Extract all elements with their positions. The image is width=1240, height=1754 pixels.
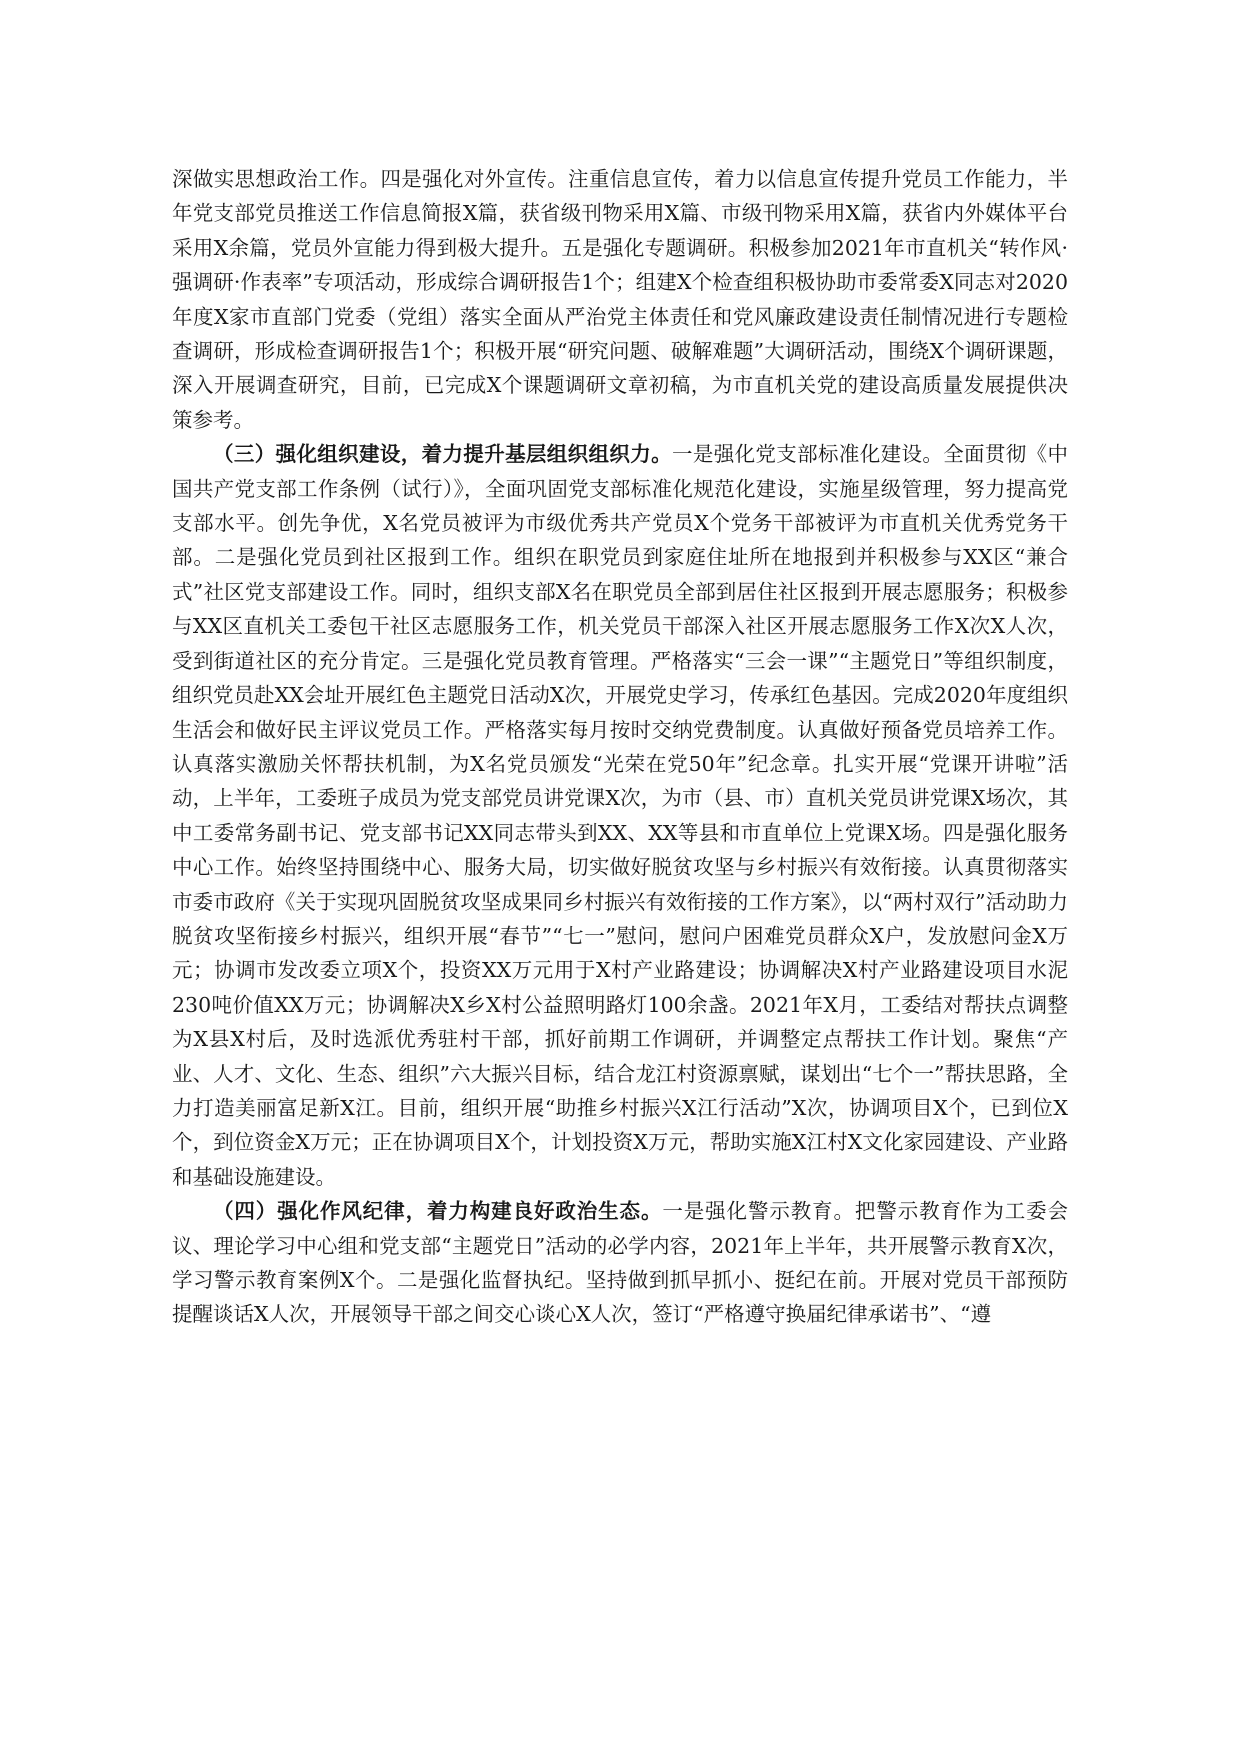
document-page bbox=[172, 162, 1068, 1332]
paragraph-text: 一是强化党支部标准化建设。全面贯彻《中国共产党支部工作条例（试行）》，全面巩固党支部标准化规范化建设，实施星级管理，努力提高党支部水平。创先争优，X名党员被评为市级优秀共产党员X个党务干部被评为市直机关优秀党务干部。二是强化党员到社区报到工作。组织在职党员到家庭住址所在地报到并积极参与XX区“兼合式”社区党支部建设工作。同时，组织支部X名在职党员全部到居住社区报到开展志愿服务；积极参与XX区直机关工委包干社区志愿服务工作，机关党员干部深入社区开展志愿服务工作X次X人次，受到街道社区的充分肯定。三是强化党员教育管理。严格落实“三会一课”“主题党日”等组织制度，组织党员赴XX会址开展红色主题党日活动X次，开展党史学习，传承红色基因。完成2020年度组织生活会和做好民主评议党员工作。严格落实每月按时交纳党费制度。认真做好预备党员培养工作。认真落实激励关怀帮扶机制，为X名党员颁发“光荣在党50年”纪念章。扎实开展“党课开讲啦”活动，上半年，工委班子成员为党支部党员讲党课X次，为市（县、市）直机关党员讲党课X场次，其中工委常务副书记、党支部书记XX同志带头到XX、XX等县和市直单位上党课X场。四是强化服务中心工作。始终坚持围绕中心、服务大局，切实做好脱贫攻坚与乡村振兴有效衔接。认真贯彻落实市委市政府《关于实现巩固脱贫攻坚成果同乡村振兴有效衔接的工作方案》，以“两村双行”活动助力脱贫攻坚衔接乡村振兴，组织开展“春节”“七一”慰问，慰问户困难党员群众X户，发放慰问金X万元；协调市发改委立项X个，投资XX万元用于X村产业路建设；协调解决X村产业路建设项目水泥230吨价值XX万元；协调解决X乡X村公益照明路灯100余盏。2021年X月，工委结对帮扶点调整为X县X村后，及时选派优秀驻村干部，抓好前期工作调研，并调整定点帮扶工作计划。聚焦“产业、人才、文化、生态、组织”六大振兴目标，结合龙江村资源禀赋，谋划出“七个一”帮扶思路，全力打造美丽富足新X江。目前，组织开展“助推乡村振兴X江行活动”X次，协调项目X个，已到位X个，到位资金X万元；正在协调项目X个，计划投资X万元，帮助实施X江村X文化家园建设、产业路和基础设施建设。 bbox=[172, 442, 1069, 1189]
paragraph-section-3 bbox=[172, 437, 1068, 1194]
paragraph-text: 一是强化警示教育。把警示教育作为工委会议、理论学习中心组和党支部“主题党日”活动的必学内容，2021年上半年，共开展警示教育X次，学习警示教育案例X个。二是强化监督执纪。坚持做到抓早抓小、挺纪在前。开展对党员干部预防提醒谈话X人次，开展领导干部之间交心谈心X人次，签订“严格遵守换届纪律承诺书”、“遵 bbox=[172, 1199, 1069, 1327]
section-heading-3: （三）强化组织建设，着力提升基层组织组织力。 bbox=[213, 442, 672, 467]
section-heading-4: （四）强化作风纪律，着力构建良好政治生态。 bbox=[213, 1199, 663, 1224]
paragraph-continued bbox=[172, 162, 1068, 437]
paragraph-section-4 bbox=[172, 1194, 1068, 1332]
paragraph-text: 深做实思想政治工作。四是强化对外宣传。注重信息宣传，着力以信息宣传提升党员工作能力，半年党支部党员推送工作信息简报X篇，获省级刊物采用X篇、市级刊物采用X篇，获省内外媒体平台采用X余篇，党员外宣能力得到极大提升。五是强化专题调研。积极参加2021年市直机关“转作风·强调研·作表率”专项活动，形成综合调研报告1个；组建X个检查组积极协助市委常委X同志对2020年度X家市直部门党委（党组）落实全面从严治党主体责任和党风廉政建设责任制情况进行专题检查调研，形成检查调研报告1个；积极开展“研究问题、破解难题”大调研活动，围绕X个调研课题，深入开展调查研究，目前，已完成X个课题调研文章初稿，为市直机关党的建设高质量发展提供决策参考。 bbox=[172, 167, 1068, 432]
